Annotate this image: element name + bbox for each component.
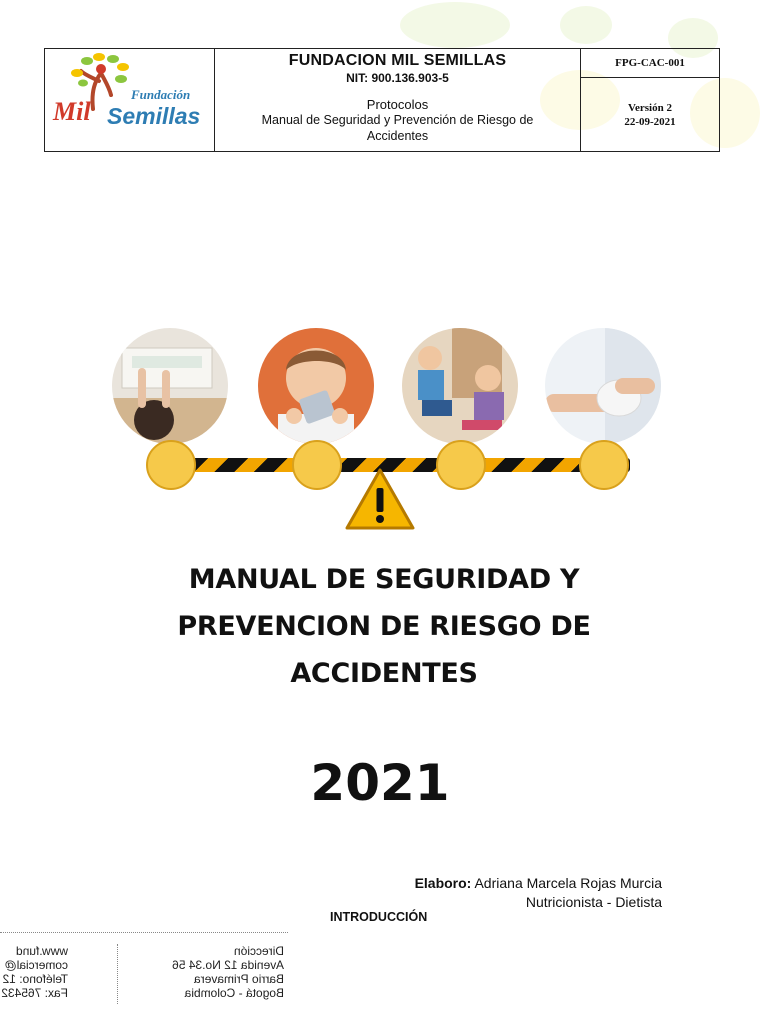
logo-cell bbox=[45, 49, 215, 151]
timeline-dot bbox=[436, 440, 486, 490]
background-leaf bbox=[400, 2, 510, 48]
photo-child-drawer bbox=[112, 328, 228, 444]
nit-number: NIT: 900.136.903-5 bbox=[346, 71, 449, 85]
background-leaf bbox=[560, 6, 612, 44]
author-block bbox=[415, 874, 662, 912]
author-role: Nutricionista - Dietista bbox=[525, 894, 662, 910]
main-title bbox=[0, 556, 768, 697]
timeline-dot bbox=[579, 440, 629, 490]
footer-address-line-3: Bogotá - Colombia bbox=[184, 986, 284, 1000]
logo-word-fundacion: Fundación bbox=[131, 87, 191, 102]
header-center-cell bbox=[215, 49, 581, 151]
footer-address-line-2: Barrio Primavera bbox=[193, 972, 284, 986]
organization-name: FUNDACION MIL SEMILLAS bbox=[288, 52, 507, 69]
document-year: 2021 bbox=[310, 754, 450, 812]
main-title-line-3: ACCIDENTES bbox=[290, 658, 478, 689]
document-code: FPG-CAC-001 bbox=[581, 49, 719, 78]
logo-word-semillas: Semillas bbox=[107, 103, 201, 129]
document-title: Manual de Seguridad y Prevención de Riesgo de Accidentes bbox=[261, 113, 534, 143]
author-name: Adriana Marcela Rojas Murcia bbox=[474, 875, 662, 891]
version-block bbox=[581, 78, 719, 151]
footer-phone: Teléfono: 12 bbox=[2, 972, 68, 986]
document-category: Protocolos bbox=[366, 97, 429, 112]
version-label: Versión 2 bbox=[628, 101, 672, 114]
introduction-heading: INTRODUCCIÓN bbox=[330, 910, 428, 924]
footer-web: www.fund bbox=[15, 944, 68, 958]
footer-address bbox=[172, 944, 284, 1000]
footer-vertical-divider bbox=[117, 944, 118, 1004]
header-right-cell bbox=[581, 49, 719, 151]
timeline-dot bbox=[292, 440, 342, 490]
safety-illustration bbox=[110, 328, 665, 538]
warning-triangle-icon bbox=[343, 466, 417, 534]
main-title-line-1: MANUAL DE SEGURIDAD Y bbox=[188, 564, 580, 595]
version-date: 22-09-2021 bbox=[624, 115, 676, 128]
author-label: Elaboro: bbox=[414, 875, 472, 891]
timeline-dot bbox=[146, 440, 196, 490]
footer-fax: Fax: 765432 bbox=[1, 986, 68, 1000]
footer-mirrored bbox=[0, 944, 300, 1014]
photo-bandaged-hand bbox=[545, 328, 661, 444]
footer-address-label: Dirección bbox=[233, 944, 284, 958]
photo-child-pills bbox=[258, 328, 374, 444]
footer-email: comercial@ bbox=[4, 958, 68, 972]
main-title-line-2: PREVENCION DE RIESGO DE bbox=[177, 611, 591, 642]
logo-word-mil: Mil bbox=[53, 97, 91, 126]
document-header bbox=[44, 48, 720, 152]
footer-address-line-1: Avenida 12 No.34 56 bbox=[172, 958, 284, 972]
footer-divider bbox=[0, 932, 288, 933]
footer-contact bbox=[1, 944, 68, 1000]
photo-children-playing bbox=[402, 328, 518, 444]
